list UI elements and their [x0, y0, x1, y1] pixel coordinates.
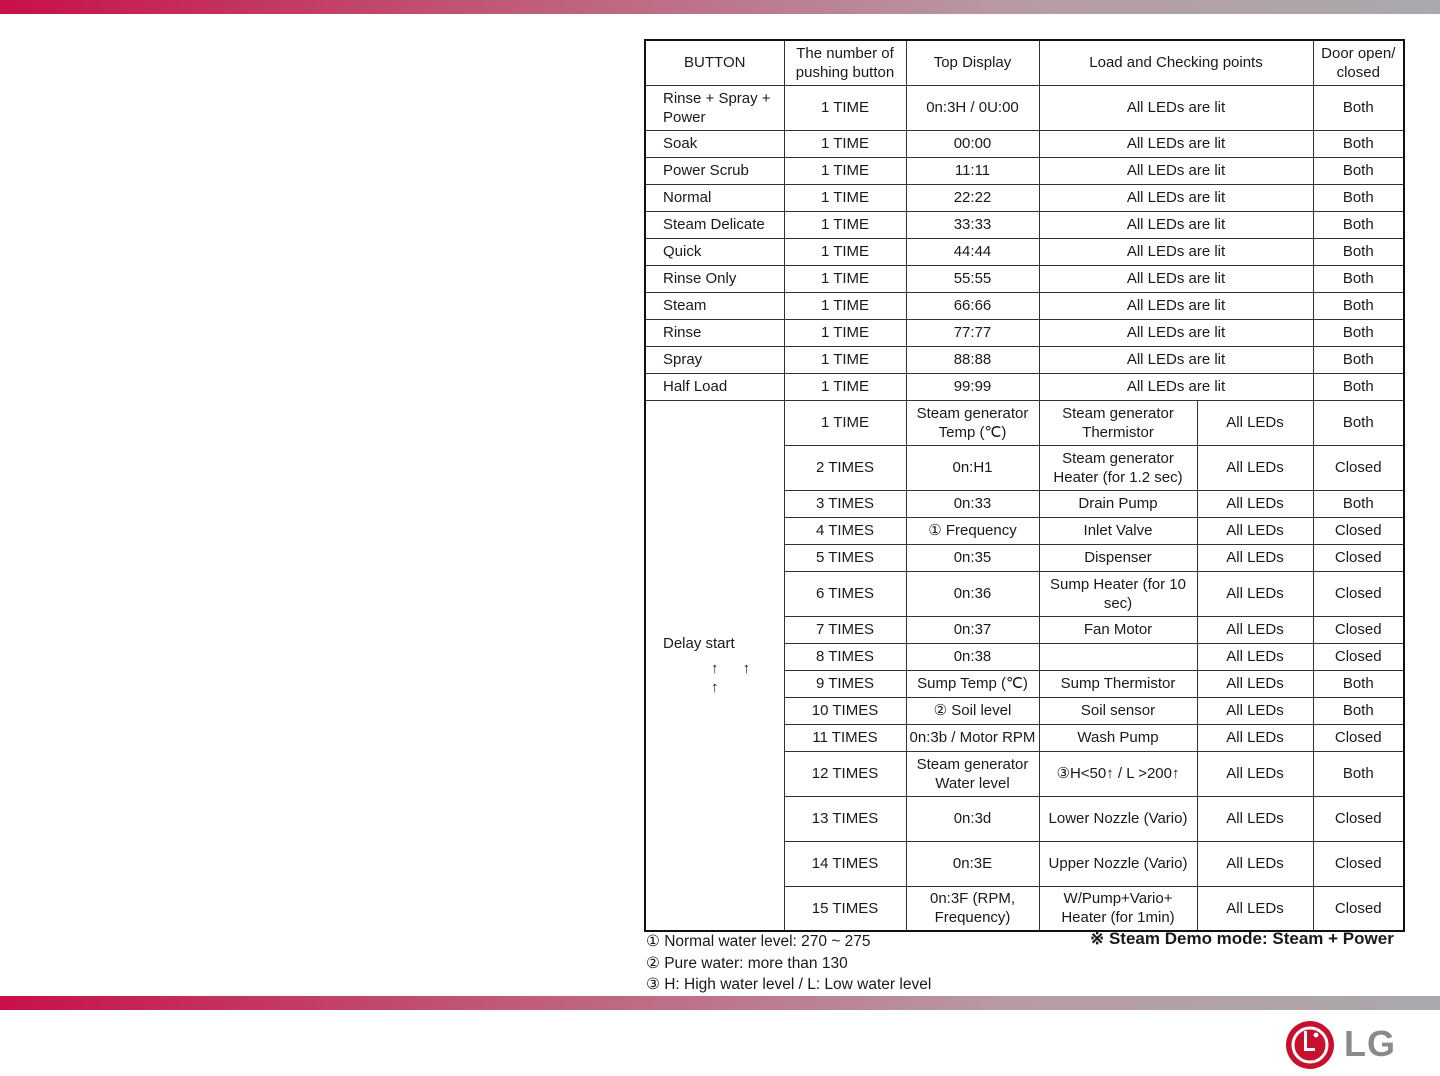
top-display-cell: 0n:36: [906, 571, 1039, 616]
checking-point-cell: All LEDs are lit: [1039, 373, 1313, 400]
push-count-cell: 1 TIME: [784, 85, 906, 130]
lg-wordmark: LG: [1344, 1023, 1396, 1064]
load-cell: Dispenser: [1039, 544, 1197, 571]
table-row: [645, 130, 1404, 157]
checking-point-cell: All LEDs are lit: [1039, 319, 1313, 346]
header-cell: BUTTON: [645, 40, 784, 85]
push-count-cell: 6 TIMES: [784, 571, 906, 616]
door-state-cell: Both: [1313, 130, 1404, 157]
led-cell: All LEDs: [1197, 571, 1313, 616]
push-count-cell: 2 TIMES: [784, 445, 906, 490]
led-cell: All LEDs: [1197, 616, 1313, 643]
door-state-cell: Both: [1313, 319, 1404, 346]
door-state-cell: Closed: [1313, 445, 1404, 490]
button-name-cell: Rinse Only: [645, 265, 784, 292]
led-cell: All LEDs: [1197, 643, 1313, 670]
push-count-cell: 1 TIME: [784, 157, 906, 184]
header-cell: Door open/ closed: [1313, 40, 1404, 85]
led-cell: All LEDs: [1197, 751, 1313, 796]
push-count-cell: 1 TIME: [784, 238, 906, 265]
led-cell: All LEDs: [1197, 544, 1313, 571]
table-row: [645, 184, 1404, 211]
push-count-cell: 1 TIME: [784, 184, 906, 211]
top-display-cell: 00:00: [906, 130, 1039, 157]
door-state-cell: Both: [1313, 670, 1404, 697]
table-row: [645, 157, 1404, 184]
button-name-cell: Rinse + Spray + Power: [645, 85, 784, 130]
top-display-cell: 22:22: [906, 184, 1039, 211]
door-state-cell: Closed: [1313, 544, 1404, 571]
footnote: ② Pure water: more than 130: [646, 954, 848, 972]
up-arrows-icon: ↑ ↑ ↑: [711, 659, 761, 696]
button-name-cell: Half Load: [645, 373, 784, 400]
table-row: [645, 265, 1404, 292]
load-cell: Steam generator Thermistor: [1039, 400, 1197, 445]
push-count-cell: 8 TIMES: [784, 643, 906, 670]
push-count-cell: 3 TIMES: [784, 490, 906, 517]
door-state-cell: Closed: [1313, 571, 1404, 616]
delay-start-label: Delay start: [663, 634, 735, 652]
checking-point-cell: All LEDs are lit: [1039, 211, 1313, 238]
top-display-cell: 0n:3F (RPM, Frequency): [906, 886, 1039, 931]
top-display-cell: 88:88: [906, 346, 1039, 373]
top-display-cell: Steam generator Water level: [906, 751, 1039, 796]
button-name-cell: Steam: [645, 292, 784, 319]
load-cell: Drain Pump: [1039, 490, 1197, 517]
table-row: [645, 238, 1404, 265]
footnotes: [646, 931, 931, 996]
header-cell: Load and Checking points: [1039, 40, 1313, 85]
header-cell: Top Display: [906, 40, 1039, 85]
header-row: [645, 40, 1404, 85]
push-count-cell: 1 TIME: [784, 346, 906, 373]
table-row: [645, 211, 1404, 238]
door-state-cell: Both: [1313, 157, 1404, 184]
button-name-cell: Power Scrub: [645, 157, 784, 184]
door-state-cell: Both: [1313, 265, 1404, 292]
load-cell: Steam generator Heater (for 1.2 sec): [1039, 445, 1197, 490]
top-display-cell: 77:77: [906, 319, 1039, 346]
table-row: [645, 373, 1404, 400]
top-display-cell: 0n:35: [906, 544, 1039, 571]
checking-point-cell: All LEDs are lit: [1039, 346, 1313, 373]
push-count-cell: 10 TIMES: [784, 697, 906, 724]
table-row: [645, 292, 1404, 319]
push-count-cell: 14 TIMES: [784, 841, 906, 886]
led-cell: All LEDs: [1197, 490, 1313, 517]
load-cell: Lower Nozzle (Vario): [1039, 796, 1197, 841]
steam-demo-mode-note: ※ Steam Demo mode: Steam + Power: [1090, 929, 1394, 948]
door-state-cell: Closed: [1313, 643, 1404, 670]
door-state-cell: Closed: [1313, 724, 1404, 751]
led-cell: All LEDs: [1197, 670, 1313, 697]
top-display-cell: 99:99: [906, 373, 1039, 400]
top-display-cell: Steam generator Temp (℃): [906, 400, 1039, 445]
door-state-cell: Closed: [1313, 841, 1404, 886]
top-display-cell: 0n:38: [906, 643, 1039, 670]
door-state-cell: Both: [1313, 490, 1404, 517]
header-cell: The number of pushing button: [784, 40, 906, 85]
load-cell: Inlet Valve: [1039, 517, 1197, 544]
led-cell: All LEDs: [1197, 400, 1313, 445]
checking-point-cell: All LEDs are lit: [1039, 130, 1313, 157]
top-display-cell: 0n:37: [906, 616, 1039, 643]
push-count-cell: 11 TIMES: [784, 724, 906, 751]
checking-point-cell: All LEDs are lit: [1039, 265, 1313, 292]
button-name-cell: Rinse: [645, 319, 784, 346]
bottom-accent-bar: [0, 996, 1440, 1010]
top-display-cell: 0n:3E: [906, 841, 1039, 886]
table-row: [645, 346, 1404, 373]
table-row: [645, 319, 1404, 346]
load-cell: Sump Thermistor: [1039, 670, 1197, 697]
push-count-cell: 5 TIMES: [784, 544, 906, 571]
door-state-cell: Both: [1313, 697, 1404, 724]
button-name-cell: Quick: [645, 238, 784, 265]
button-name-cell: Soak: [645, 130, 784, 157]
button-name-cell: Steam Delicate: [645, 211, 784, 238]
door-state-cell: Closed: [1313, 796, 1404, 841]
door-state-cell: Both: [1313, 184, 1404, 211]
door-state-cell: Both: [1313, 211, 1404, 238]
led-cell: All LEDs: [1197, 697, 1313, 724]
door-state-cell: Both: [1313, 238, 1404, 265]
push-count-cell: 1 TIME: [784, 130, 906, 157]
push-count-cell: 1 TIME: [784, 319, 906, 346]
button-name-cell: Spray: [645, 346, 784, 373]
push-count-cell: 1 TIME: [784, 400, 906, 445]
push-count-cell: 9 TIMES: [784, 670, 906, 697]
table-row: [645, 400, 1404, 445]
door-state-cell: Both: [1313, 346, 1404, 373]
push-count-cell: 4 TIMES: [784, 517, 906, 544]
door-state-cell: Both: [1313, 751, 1404, 796]
top-display-cell: 0n:3d: [906, 796, 1039, 841]
checking-point-cell: All LEDs are lit: [1039, 184, 1313, 211]
checking-point-cell: All LEDs are lit: [1039, 85, 1313, 130]
top-display-cell: 0n:3b / Motor RPM: [906, 724, 1039, 751]
door-state-cell: Both: [1313, 373, 1404, 400]
led-cell: All LEDs: [1197, 445, 1313, 490]
door-state-cell: Closed: [1313, 517, 1404, 544]
top-display-cell: 0n:3H / 0U:00: [906, 85, 1039, 130]
door-state-cell: Both: [1313, 85, 1404, 130]
top-display-cell: ② Soil level: [906, 697, 1039, 724]
push-count-cell: 7 TIMES: [784, 616, 906, 643]
door-state-cell: Closed: [1313, 886, 1404, 931]
top-display-cell: 0n:33: [906, 490, 1039, 517]
led-cell: All LEDs: [1197, 724, 1313, 751]
push-count-cell: 12 TIMES: [784, 751, 906, 796]
led-cell: All LEDs: [1197, 841, 1313, 886]
load-cell: Soil sensor: [1039, 697, 1197, 724]
load-cell: [1039, 643, 1197, 670]
top-display-cell: Sump Temp (℃): [906, 670, 1039, 697]
push-count-cell: 1 TIME: [784, 373, 906, 400]
load-cell: Wash Pump: [1039, 724, 1197, 751]
push-count-cell: 1 TIME: [784, 211, 906, 238]
top-display-cell: 11:11: [906, 157, 1039, 184]
door-state-cell: Closed: [1313, 616, 1404, 643]
lg-logo: [1284, 1019, 1414, 1071]
top-display-cell: 55:55: [906, 265, 1039, 292]
load-cell: Sump Heater (for 10 sec): [1039, 571, 1197, 616]
load-cell: ③H<50↑ / L >200↑: [1039, 751, 1197, 796]
table-row: [645, 85, 1404, 130]
led-cell: All LEDs: [1197, 796, 1313, 841]
footnote: ③ H: High water level / L: Low water level: [646, 976, 932, 993]
top-display-cell: 0n:H1: [906, 445, 1039, 490]
door-state-cell: Both: [1313, 400, 1404, 445]
button-name-cell: Normal: [645, 184, 784, 211]
top-display-cell: ① Frequency: [906, 517, 1039, 544]
load-cell: W/Pump+Vario+ Heater (for 1min): [1039, 886, 1197, 931]
lg-face-icon: [1284, 1019, 1340, 1071]
test-mode-table-container: [644, 39, 1403, 927]
checking-point-cell: All LEDs are lit: [1039, 292, 1313, 319]
led-cell: All LEDs: [1197, 886, 1313, 931]
push-count-cell: 13 TIMES: [784, 796, 906, 841]
push-count-cell: 1 TIME: [784, 265, 906, 292]
checking-point-cell: All LEDs are lit: [1039, 157, 1313, 184]
top-display-cell: 33:33: [906, 211, 1039, 238]
delay-start-cell: [645, 400, 784, 931]
load-cell: Upper Nozzle (Vario): [1039, 841, 1197, 886]
top-accent-bar: [0, 0, 1440, 14]
test-mode-table: [644, 39, 1405, 932]
top-display-cell: 44:44: [906, 238, 1039, 265]
push-count-cell: 1 TIME: [784, 292, 906, 319]
led-cell: All LEDs: [1197, 517, 1313, 544]
push-count-cell: 15 TIMES: [784, 886, 906, 931]
checking-point-cell: All LEDs are lit: [1039, 238, 1313, 265]
door-state-cell: Both: [1313, 292, 1404, 319]
footnote: ① Normal water level: 270 ~ 275: [646, 933, 871, 950]
top-display-cell: 66:66: [906, 292, 1039, 319]
load-cell: Fan Motor: [1039, 616, 1197, 643]
